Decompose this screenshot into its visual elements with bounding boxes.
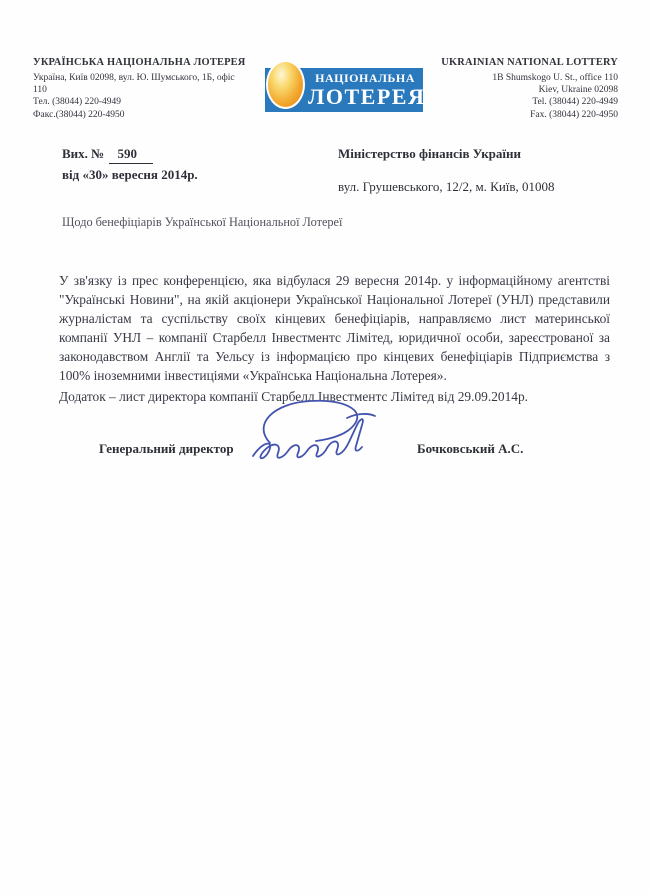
reference-block [62,146,198,183]
outgoing-number-value: 590 [109,146,153,164]
logo-text-line2: ЛОТЕРЕЯ [308,83,426,109]
letter-date: від «30» вересня 2014р. [62,167,198,182]
phone-line: Tel. (38044) 220-4949 [532,97,618,108]
letterhead-left [33,56,265,121]
recipient-block [338,146,555,195]
company-name-ua: УКРАЇНСЬКА НАЦІОНАЛЬНА ЛОТЕРЕЯ [33,57,246,68]
outgoing-number-line [62,146,198,164]
address-line: 1B Shumskogo U. St., office 110 [492,72,618,83]
recipient-name: Міністерство фінансів України [338,146,522,161]
attachment-line: Додаток – лист директора компанії Старбелл Інвестментс Лімітед від 29.09.2014р. [59,389,529,404]
lottery-ball-icon [266,60,305,109]
signer-name: Бочковський А.С. [417,441,524,456]
outgoing-number-label: Вих. № [62,146,105,161]
subject-line: Щодо бенефіціарів Української Національної Лотереї [62,215,343,229]
company-name-en: UKRAINIAN NATIONAL LOTTERY [441,57,618,68]
signer-title: Генеральний директор [99,441,234,456]
address-line: 110 [33,84,47,95]
fax-line: Fax. (38044) 220-4950 [530,109,618,120]
handwritten-signature [246,396,380,470]
phone-line: Тел. (38044) 220-4949 [33,97,122,108]
body-paragraph: У зв'язку із прес конференцією, яка відбулася 29 вересня 2014р. у інформаційному агентстві "Українські Новини", на якій акціонери Української Національної Лотереї (УНЛ) представили журналістам та суспільству своїх кінцевих бенефіціарів, направляємо лист материнської компанії УНЛ – компанії Старбелл Інвестментс Лімітед, юридичної особи, зареєстрованої за законодавством Англії та Уельсу із інформацією про кінцевих бенефіціарів Підприємства з 100% іноземними інвестиціями «Українська Національна Лотерея». [59,273,610,383]
fax-line: Факс.(38044) 220-4950 [33,109,125,120]
logo-text-line1: НАЦІОНАЛЬНА [315,71,415,85]
letterhead-right [388,56,618,121]
address-line: Kiev, Ukraine 02098 [538,84,618,95]
recipient-address: вул. Грушевського, 12/2, м. Київ, 01008 [338,179,555,194]
address-line: Україна, Київ 02098, вул. Ю. Шумського, 1Б, офіс [33,72,235,83]
signature-ink [253,401,375,459]
